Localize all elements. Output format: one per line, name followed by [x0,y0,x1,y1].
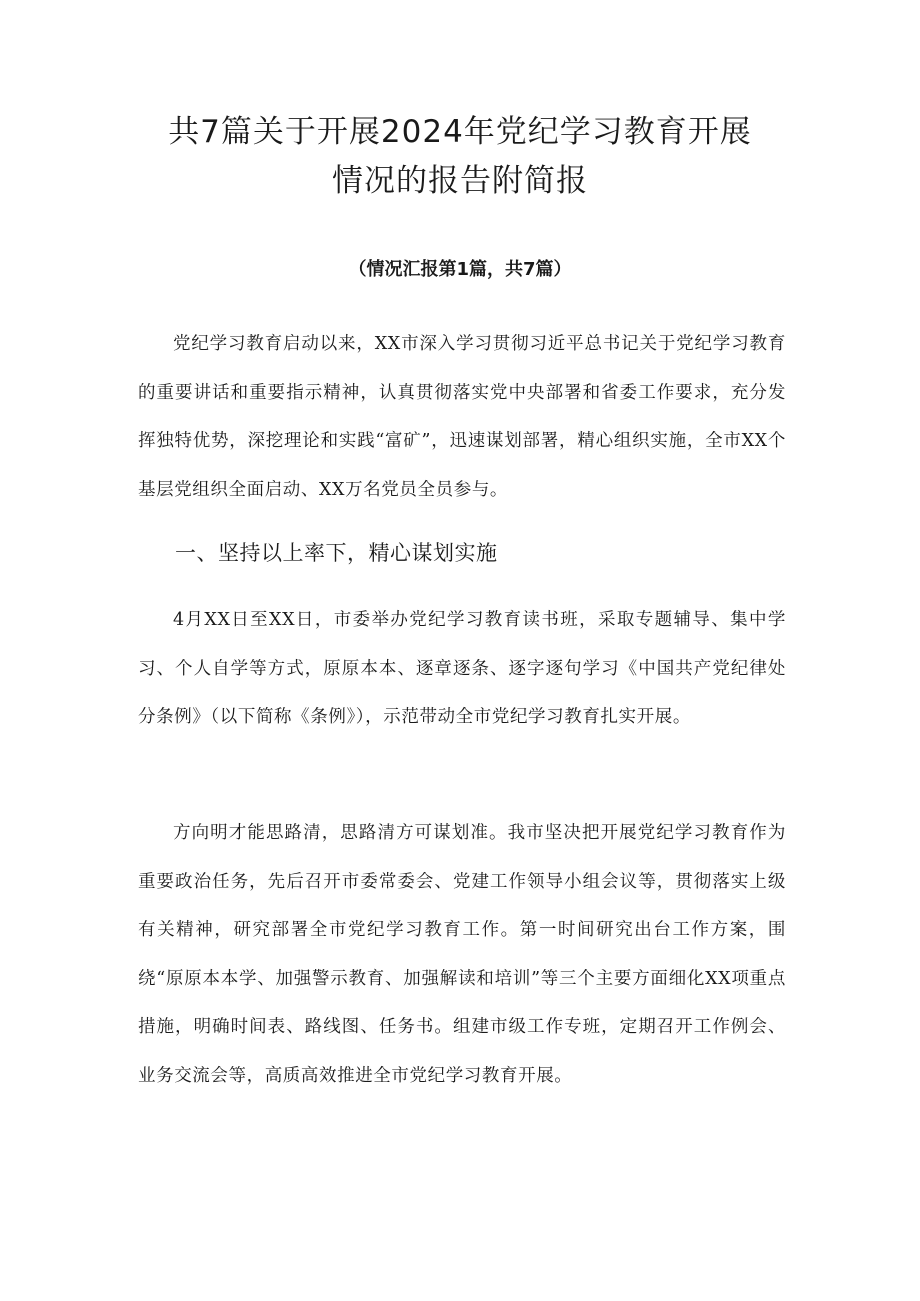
document-title [120,108,800,206]
document-subtitle: （情况汇报第1篇，共7篇） [348,259,572,280]
section-heading: 一、坚持以上率下，精心谋划实施 [175,541,498,565]
paragraph-reading-class: 4月XX日至XX日，市委举办党纪学习教育读书班，采取专题辅导、集中学习、个人自学等方式，原原本本、逐章逐条、逐字逐句学习《中国共产党纪律处分条例》（以下简称《条例》），示范带动全市党纪学习教育扎实开展。 [138,610,786,727]
title-line-1: 共7篇关于开展2024年党纪学习教育开展 [168,114,752,150]
paragraph-planning: 方向明才能思路清，思路清方可谋划准。我市坚决把开展党纪学习教育作为重要政治任务，先后召开市委常委会、党建工作领导小组会议等，贯彻落实上级有关精神，研究部署全市党纪学习教育工作。第一时间研究出台工作方案，围绕“原原本本学、加强警示教育、加强解读和培训”等三个主要方面细化XX项重点措施，明确时间表、路线图、任务书。组建市级工作专班，定期召开工作例会、业务交流会等，高质高效推进全市党纪学习教育开展。 [138,823,786,1086]
title-line-2: 情况的报告附简报 [332,163,588,199]
paragraph-intro: 党纪学习教育启动以来，XX市深入学习贯彻习近平总书记关于党纪学习教育的重要讲话和重要指示精神，认真贯彻落实党中央部署和省委工作要求，充分发挥独特优势，深挖理论和实践“富矿”，迅速谋划部署，精心组织实施，全市XX个基层党组织全面启动、XX万名党员全员参与。 [138,334,786,500]
